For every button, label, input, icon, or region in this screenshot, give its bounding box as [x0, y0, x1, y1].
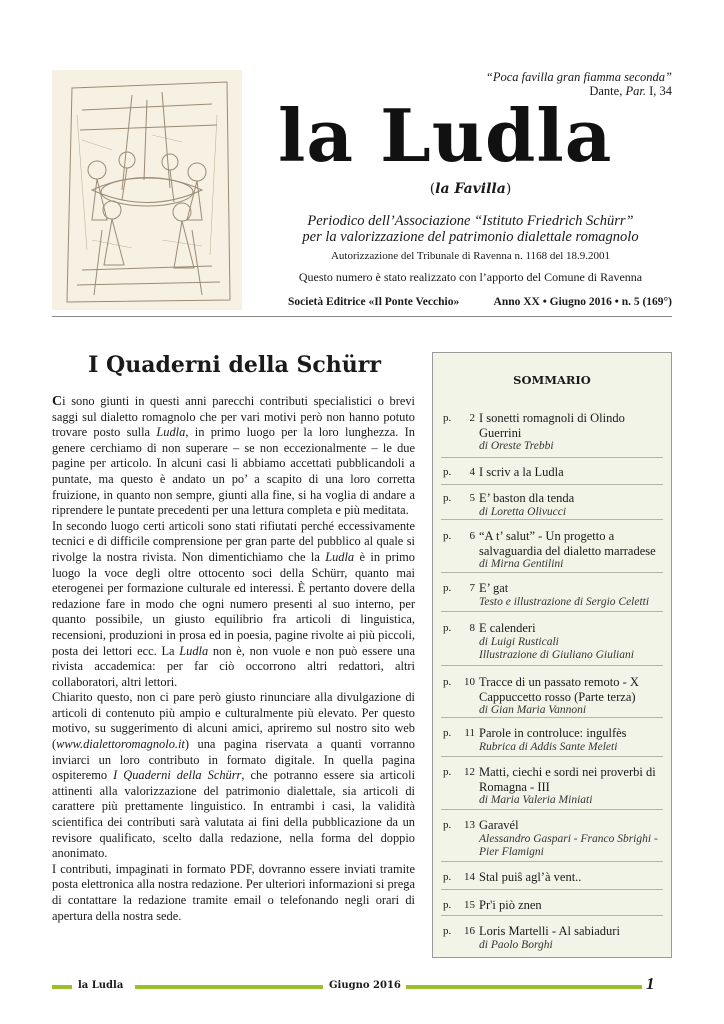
- toc-separator: [441, 519, 663, 520]
- toc-entry-author: Rubrica di Addis Sante Meleti: [479, 740, 618, 753]
- toc-entry-title: E’ baston dla tenda: [479, 491, 575, 505]
- toc-separator: [441, 457, 663, 458]
- epigraph-quote: “Poca favilla gran fiamma seconda”: [485, 70, 672, 84]
- article-paragraph: Ci sono giunti in questi anni parecchi contributi specialistici o brevi saggi sul dialetto romagnolo che per vari motivi però non hanno potuto trovare posto sulla Ludla, in primo luogo per la loro lunghezza. In genere cerchiamo di non superare – se non eccezionalmente – le due pagine per articolo. In alcuni casi li abbiamo accettati pubblicandoli a puntate, ma questo è andato un po’ a scapito di una loro corretta fruizione, in quanto non sempre, giunti alla fine, si ha voglia di andare a riprendere le puntate precedenti per una lettura completa e più meditata.: [52, 394, 416, 518]
- toc-page-number: 7: [469, 582, 475, 594]
- toc-page-number: 12: [464, 766, 475, 778]
- toc-entry: [479, 675, 665, 718]
- toc-entry-title: Stal puiŝ agl’à vent..: [479, 870, 582, 884]
- toc-separator: [441, 756, 663, 757]
- toc-entry-title: Pr'i piò znen: [479, 898, 542, 912]
- toc-entry-title: E’ gat: [479, 581, 509, 595]
- toc-entry-title: Loris Martelli - Al sabiaduri: [479, 924, 620, 938]
- toc-entry-author: Testo e illustrazione di Sergio Celetti: [479, 595, 650, 608]
- issue-info: Anno XX • Giugno 2016 • n. 5 (169°): [493, 296, 672, 308]
- toc-entry-author: di Mirna Gentilini: [479, 558, 564, 570]
- toc-separator: [441, 484, 663, 485]
- toc-page-label: p.: [443, 412, 452, 424]
- toc-page-label: p.: [443, 530, 452, 542]
- toc-entry-title: Matti, ciechi e sordi nei proverbi di Romagna - III: [479, 765, 656, 794]
- toc-page-number: 13: [464, 819, 475, 831]
- footer-bar-right: [406, 985, 642, 989]
- toc-page-number: 5: [469, 492, 475, 504]
- footer-date: Giugno 2016: [329, 980, 401, 991]
- toc-page-label: p.: [443, 492, 452, 504]
- toc-entry-author: di Luigi Rusticali: [479, 635, 559, 648]
- toc-page-label: p.: [443, 766, 452, 778]
- toc-separator: [441, 611, 663, 612]
- toc-entry-title: Parole in controluce: ingulfès: [479, 726, 627, 740]
- toc-entry-author: Alessandro Gaspari - Franco Sbrighi - Pier Flamigni: [479, 832, 658, 858]
- toc-page-label: p.: [443, 676, 452, 688]
- toc-entry: [479, 465, 665, 480]
- cover-illustration: [52, 70, 242, 310]
- toc-entry-title: I sonetti romagnoli di Olindo Guerrini: [479, 411, 625, 440]
- toc-entry: [479, 924, 665, 952]
- toc-page-label: p.: [443, 582, 452, 594]
- article-paragraph: Chiarito questo, non ci pare però giusto rinunciare alla divulgazione di articoli di contenuto più ampio e culturalmente più elevato. Per questo motivo, su suggerimento di alcuni amici, apriremo sul nostro sito web (www.dialettoromagnolo.it) una pagina riservata a quanti vorranno inviarci un loro contributo in formato digitale. In quella pagina ospiteremo I Quaderni della Schürr, che potranno essere sia articoli attinenti alla valorizzazione del patrimonio dialettale, sia articoli di carattere più prettamente linguistico. In entrambi i casi, la validità scientifica dei contributi sarà valutata ai fini della pubblicazione da un revisore qualificato, scelto dalla redazione, nella forma del doppio anonimato.: [52, 690, 416, 861]
- toc-page-label: p.: [443, 819, 452, 831]
- toc-entry: [479, 529, 665, 572]
- toc-entry-title: Garavél: [479, 818, 519, 832]
- website-link[interactable]: www.dialettoromagnolo.it: [56, 737, 185, 752]
- toc-separator: [441, 915, 663, 916]
- toc-entry-title: E calenderi: [479, 621, 536, 635]
- toc-entry-author: di Loretta Olivucci: [479, 505, 567, 518]
- toc-page-label: p.: [443, 925, 452, 937]
- toc-entry: [479, 765, 665, 808]
- toc-entry: [479, 898, 665, 913]
- toc-page-label: p.: [443, 727, 452, 739]
- toc-page-label: p.: [443, 871, 452, 883]
- toc-page-label: p.: [443, 622, 452, 634]
- toc-page-label: p.: [443, 899, 452, 911]
- footer-bar-left: [52, 985, 72, 989]
- toc-page-number: 8: [469, 622, 475, 634]
- masthead-title: la Ludla: [278, 93, 613, 178]
- toc-entry: [479, 581, 665, 609]
- toc-separator: [441, 572, 663, 573]
- toc-page-number: 16: [464, 925, 475, 937]
- footer-page-number: 1: [646, 974, 655, 993]
- toc-entry: [479, 491, 665, 519]
- toc-entry-title: I scriv a la Ludla: [479, 465, 564, 479]
- article-paragraph: In secondo luogo certi articoli sono stati rifiutati perché eccessivamente tecnici e di difficile comprensione per gran parte del pubblico al quale si rivolge la nostra rivista. Non dimentichiamo che la Ludla è in primo luogo la voce degli oltre ottocento soci della Schürr, quanto mai eterogenei per formazione culturale ed interessi. È pertanto dovere della redazione fare in modo che ogni numero presenti al suo interno, per quanto possibile, un giusto equilibrio fra articoli di linguistica, recensioni, produzioni in prosa ed in poesia, pagine rivolte ai più piccoli, posta dei lettori ecc. La Ludla non è, non vuole e non può essere una rivista accademica: per far ciò occorrono altri redattori, altri collaboratori, altri lettori.: [52, 518, 415, 689]
- toc-separator: [441, 861, 663, 862]
- toc-entry-author: di Paolo Borghi: [479, 938, 553, 951]
- sommario-box: [432, 352, 672, 958]
- footer-title: la Ludla: [78, 980, 124, 991]
- toc-entry-author: di Maria Valeria Miniati: [479, 794, 593, 806]
- autorizzazione: Autorizzazione del Tribunale di Ravenna n. 1168 del 18.9.2001: [330, 250, 611, 262]
- periodico-description: Periodico dell’Associazione “Istituto Friedrich Schürr” per la valorizzazione del patrimonio dialettale romagnolo: [302, 213, 639, 245]
- sommario-title: SOMMARIO: [513, 373, 591, 387]
- header-divider: [52, 316, 672, 317]
- realizzato-note: Questo numero è stato realizzato con l’apporto del Comune di Ravenna: [298, 270, 643, 284]
- editrice: Società Editrice «Il Ponte Vecchio»: [288, 296, 460, 308]
- toc-entry-title: Tracce di un passato remoto - X Cappuccetto rosso (Parte terza): [479, 675, 639, 704]
- toc-separator: [441, 889, 663, 890]
- article-paragraph: I contributi, impaginati in formato PDF, dovranno essere inviati tramite posta elettronica alla nostra redazione. Per ulteriori informazioni si prega di contattare la redazione tramite email o telefonando negli orari di apertura della nostra sede.: [52, 861, 415, 923]
- toc-entry: [479, 726, 665, 754]
- toc-entry-illustrator: Illustrazione di Giuliano Giuliani: [479, 649, 634, 661]
- toc-separator: [441, 809, 663, 810]
- toc-page-number: 10: [464, 676, 475, 688]
- toc-entry: [479, 870, 665, 885]
- toc-page-number: 15: [464, 899, 475, 911]
- toc-entry-author: di Gian Maria Vannoni: [479, 704, 587, 716]
- epigraph-source: Dante, Par. I, 34: [589, 84, 672, 98]
- toc-entry: [479, 818, 665, 860]
- toc-page-number: 4: [469, 466, 475, 478]
- footer-bar-middle: [135, 985, 323, 989]
- toc-page-label: p.: [443, 466, 452, 478]
- masthead-subtitle: (la Favilla): [429, 181, 512, 197]
- toc-page-number: 11: [464, 727, 475, 739]
- toc-page-number: 6: [469, 530, 475, 542]
- toc-separator: [441, 665, 663, 666]
- toc-entry-title: “A t’ salut” - Un progetto a salvaguardia del dialetto marradese: [479, 529, 656, 558]
- article-body: [52, 394, 415, 924]
- toc-page-number: 14: [464, 871, 475, 883]
- toc-separator: [441, 717, 663, 718]
- toc-entry: [479, 411, 665, 454]
- article-title: I Quaderni della Schürr: [88, 352, 381, 378]
- toc-entry-author: di Oreste Trebbi: [479, 440, 554, 452]
- toc-entry: [479, 621, 665, 663]
- toc-page-number: 2: [469, 412, 475, 424]
